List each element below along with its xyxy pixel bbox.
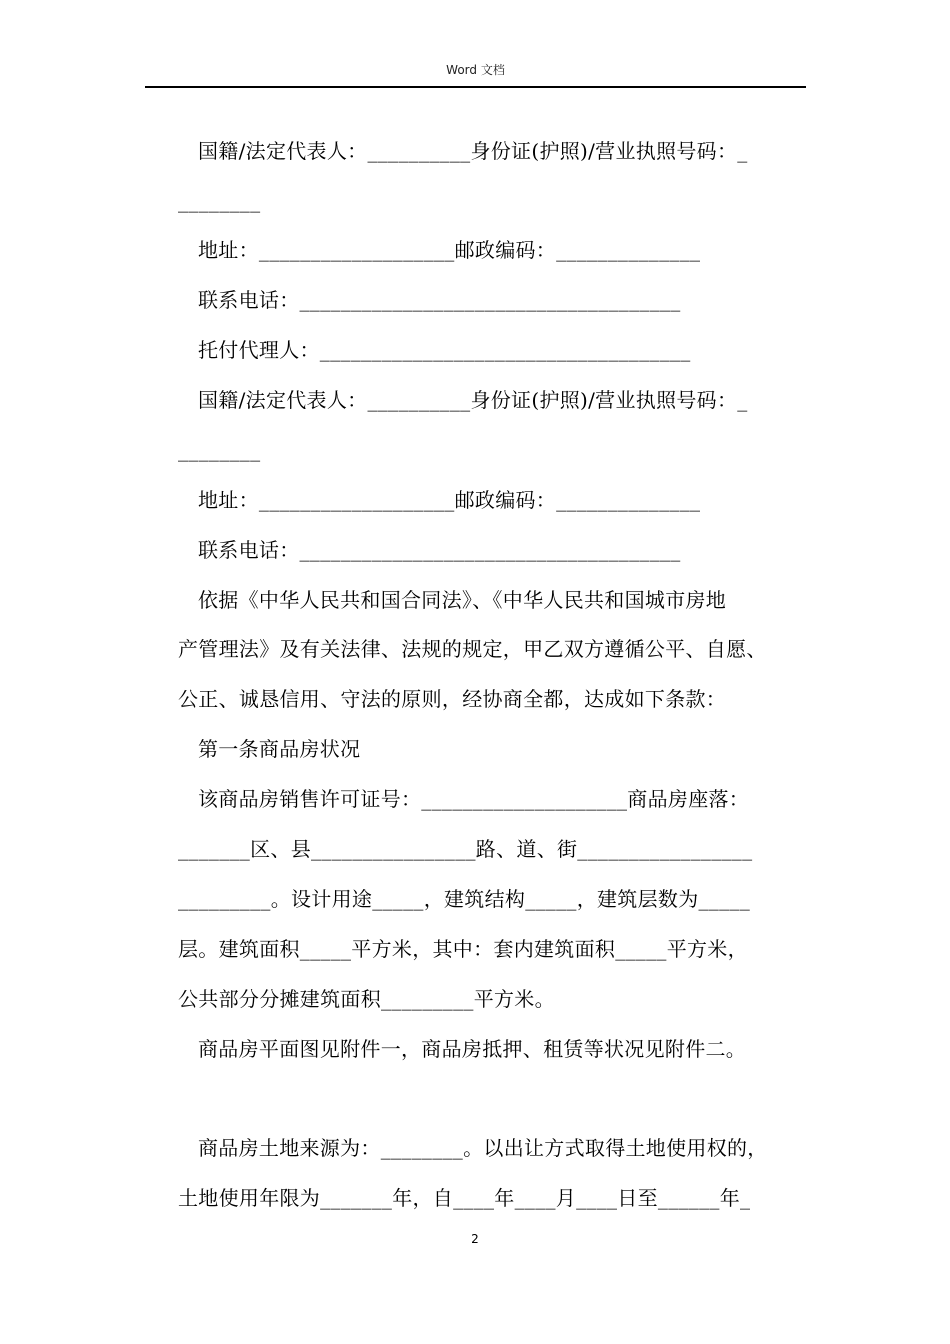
text-line: 产管理法》及有关法律、法规的规定，甲乙双方遵循公平、自愿、 [178,637,767,661]
section-heading: 第一条商品房状况 [198,737,361,761]
text-line: 该商品房销售许可证号：____________________商品房座落： [198,787,750,811]
text-line: 联系电话：_____________________________________ [198,538,681,562]
text-line: 联系电话：_____________________________________ [198,288,681,312]
text-line: 地址：___________________邮政编码：______________ [198,238,701,262]
text-line: 土地使用年限为_______年，自____年____月____日至______年_ [178,1186,751,1210]
text-line: 商品房土地来源为：________。以出让方式取得土地使用权的， [198,1136,768,1160]
text-line: _________。设计用途_____，建筑结构_____，建筑层数为_____ [178,887,750,911]
text-line: 地址：___________________邮政编码：______________ [198,488,701,512]
text-line: 依据《中华人民共和国合同法》、《中华人民共和国城市房地 [198,588,727,612]
text-line: ________ [178,189,261,213]
text-line: 国籍/法定代表人：__________身份证(护照)/营业执照号码：_ [198,139,748,163]
text-line: 公正、诚恳信用、守法的原则，经协商全都，达成如下条款： [178,687,727,711]
text-line: 国籍/法定代表人：__________身份证(护照)/营业执照号码：_ [198,388,748,412]
header-divider [145,86,806,88]
page-header: Word 文档 [446,63,505,77]
text-line: ________ [178,438,261,462]
text-line: 商品房平面图见附件一，商品房抵押、租赁等状况见附件二。 [198,1037,747,1061]
text-line: 托付代理人：____________________________________ [198,338,691,362]
page-number: 2 [471,1232,479,1246]
text-line: 公共部分分摊建筑面积_________平方米。 [178,987,555,1011]
text-line: 层。建筑面积_____平方米，其中：套内建筑面积_____平方米， [178,937,748,961]
text-line: _______区、县________________路、道、街_________________ [178,837,753,861]
